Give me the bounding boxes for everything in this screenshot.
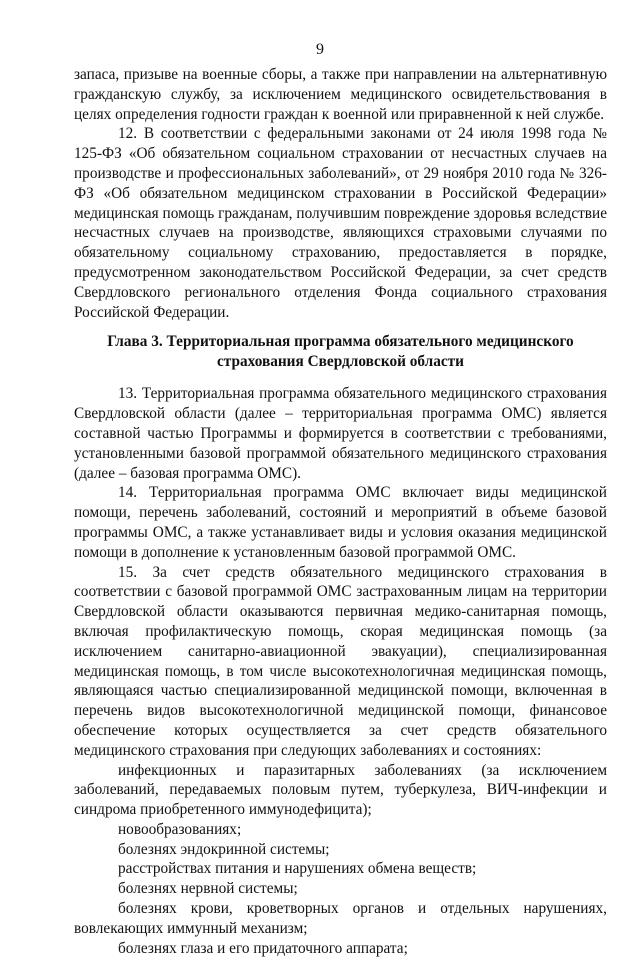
list-item: болезнях эндокринной системы; (118, 840, 330, 858)
chapter-heading-line-1: Глава 3. Территориальная программа обязательного медицинского (107, 333, 574, 351)
list-item: болезнях нервной системы; (118, 880, 298, 898)
document-body (74, 65, 607, 958)
list-item: болезнях глаза и его придаточного аппарата; (118, 939, 408, 957)
chapter-heading-line-2: страхования Свердловской области (216, 353, 464, 371)
paragraph-12: 12. В соответствии с федеральными законами от 24 июля 1998 года № 125-ФЗ «Об обязательном социальном страховании от несчастных случаев на производстве и профессиональных заболеваний», от 29 ноября 2010 года № 326-ФЗ «Об обязательном медицинском страховании в Российской Федерации» медицинская помощь гражданам, получившим повреждение здоровья вследствие несчастных случаев на производстве, являющихся страховыми случаями по обязательному социальному страхованию, предоставляется в порядке, предусмотренном законодательством Российской Федерации, за счет средств Свердловского регионального отделения Фонда социального страхования Российской Федерации. (74, 125, 607, 321)
chapter-heading (74, 332, 607, 372)
paragraph-15: 15. За счет средств обязательного медицинского страхования в соответствии с базовой программой ОМС застрахованным лицам на территории Свердловской области оказываются первичная медико-санитарная помощь, включая профилактическую помощь, скорая медицинская помощь (за исключением санитарно-авиационной эвакуации), специализированная медицинская помощь, в том числе высокотехнологичная медицинская помощь, являющаяся частью специализированной медицинской помощи, включенная в перечень видов высокотехнологичной медицинской помощи, финансовое обеспечение которых осуществляется за счет средств обязательного медицинского страхования при следующих заболеваниях и состояниях: (74, 563, 607, 759)
list-item: болезнях крови, кроветворных органов и отдельных нарушениях, вовлекающих иммунный механизм; (74, 900, 607, 937)
list-item: расстройствах питания и нарушениях обмена веществ; (118, 860, 477, 878)
page-number: 9 (316, 41, 324, 58)
list-item: новообразованиях; (118, 820, 242, 838)
paragraph-continuation: запаса, призыве на военные сборы, а также при направлении на альтернативную гражданскую службу, за исключением медицинского освидетельствования в целях определения годности граждан к военной или приравненной к ней службе. (74, 66, 607, 123)
list-item: инфекционных и паразитарных заболеваниях (за исключением заболеваний, передаваемых половым путем, туберкулеза, ВИЧ-инфекции и синдрома приобретенного иммунодефицита); (74, 761, 607, 819)
paragraph-13: 13. Территориальная программа обязательного медицинского страхования Свердловской области (далее – территориальная программа ОМС) является составной частью Программы и формируется в соответствии с требованиями, установленными базовой программой обязательного медицинского страхования (далее – базовая программа ОМС). (74, 385, 607, 482)
paragraph-14: 14. Территориальная программа ОМС включает виды медицинской помощи, перечень заболеваний, состояний и мероприятий в объеме базовой программы ОМС, а также устанавливает виды и условия оказания медицинской помощи в дополнение к установленным базовой программой ОМС. (74, 484, 607, 561)
